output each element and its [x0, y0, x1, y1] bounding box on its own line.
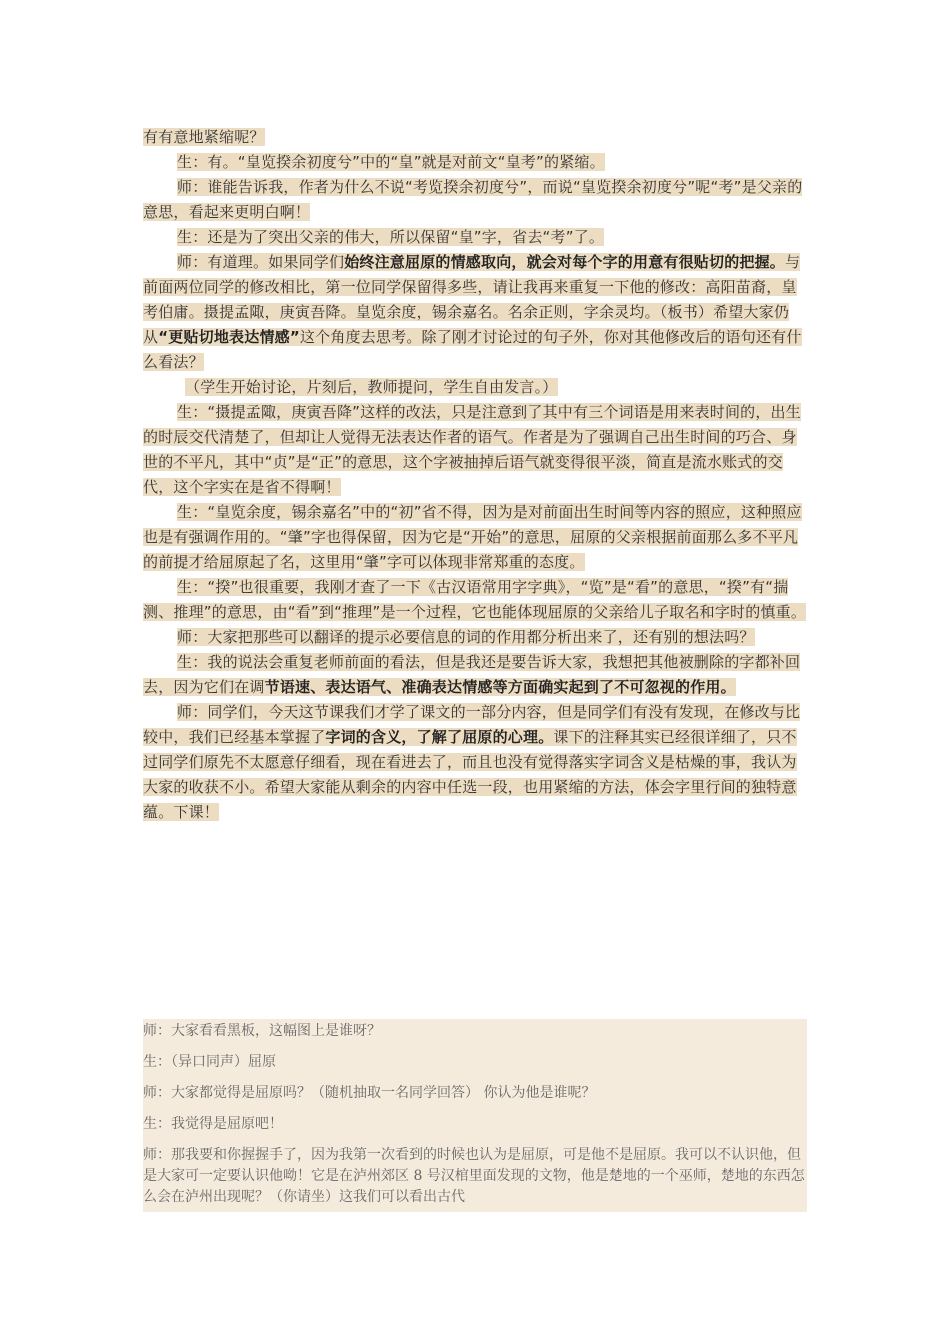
highlight-span: [143, 503, 802, 571]
dialogue-text: 生：“摄提孟陬，庚寅吾降”这样的改法，只是注意到了其中有三个词语是用来表时间的，出生的时辰交代清楚了，但却让人觉得无法表达作者的语气。作者是为了强调自己出生时间的巧合、身世的不平凡，其中“贞”是“正”的意思，这个字被抽掉后语气就变得很平淡，简直是流水账式的交代，这个字实在是省不得啊！: [143, 403, 801, 496]
dialogue-paragraph: [143, 575, 807, 625]
lesson-transcript-upper: [143, 125, 807, 825]
dialogue-paragraph: [143, 125, 807, 150]
highlight-span: [143, 653, 800, 696]
highlight-span: [143, 178, 802, 221]
dialogue-text: 生：有。“皇览揆余初度兮”中的“皇”就是对前文“皇考”的紧缩。: [177, 153, 605, 171]
dialogue-line: 师：大家看看黑板，这幅图上是谁呀？: [143, 1023, 381, 1039]
highlight-span: [185, 378, 558, 396]
dialogue-text: 生：还是为了突出父亲的伟大，所以保留“皇”字，省去“考”了。: [177, 228, 605, 246]
dialogue-paragraph: [143, 400, 807, 500]
dialogue-line: 师：大家都觉得是屈原吗？（随机抽取一名同学回答） 你认为他是谁呢？: [143, 1085, 596, 1101]
dialogue-paragraph: [143, 225, 807, 250]
dialogue-paragraph: [143, 250, 807, 375]
dialogue-text: 生：“揆”也很重要，我刚才查了一下《古汉语常用字字典》，“览”是“看”的意思，“揆”有“揣测、推理”的意思，由“看”到“推理”是一个过程，它也能体现屈原的父亲给儿子取名和字时的慎重。: [143, 578, 807, 621]
dialogue-paragraph: [143, 650, 807, 700]
highlight-span: [143, 578, 806, 621]
dialogue-text: （学生开始讨论，片刻后，教师提问，学生自由发言。）: [185, 378, 558, 396]
dialogue-text: 有有意地紧缩呢？: [143, 128, 265, 146]
dialogue-text: 这个角度去思考。除了刚才讨论过的句子外，你对其他修改后的语句还有什么看法？: [143, 328, 802, 371]
highlight-span: [143, 703, 800, 821]
dialogue-paragraph: [143, 375, 807, 400]
dialogue-line: 师：那我要和你握握手了，因为我第一次看到的时候也认为是屈原，可是他不是屈原。我可以不认识他，但是大家可一定要认识他呦！它是在泸州郊区 8 号汉棺里面发现的文物，他是楚地的一个巫师，楚地的东西怎么会在泸州出现呢？（你请坐）这我们可以看出古代: [143, 1147, 805, 1205]
highlighted-dialogue-block: [143, 125, 807, 825]
dialogue-text: 与前面两位同学的修改相比，第一位同学保留得多些，请让我再来重复一下他的修改：高阳苗裔，皇考伯庸。摄提孟陬，庚寅吾降。皇览余度，锡余嘉名。名余正则，字余灵均。（板书）希望大家仍从: [143, 253, 801, 346]
dialogue-paragraph: [143, 700, 807, 825]
dialogue-text: 师：大家把那些可以翻译的提示必要信息的词的作用都分析出来了，还有别的想法吗？: [177, 628, 755, 646]
highlight-span: [143, 403, 801, 496]
dialogue-text: 师：谁能告诉我，作者为什么不说“考览揆余初度兮”，而说“皇览揆余初度兮”呢“考”是父亲的意思，看起来更明白啊！: [143, 178, 803, 221]
dialogue-paragraph: [143, 150, 807, 175]
emphasis-text: “更贴切地表达情感”: [158, 328, 300, 346]
emphasis-text: 始终注意屈原的情感取向，就会对每个字的用意有很贴切的把握。: [344, 253, 786, 271]
dialogue-text: 课下的注释其实已经很详细了，只不过同学们原先不太愿意仔细看，现在看进去了，而且也没有觉得落实字词含义是枯燥的事，我认为大家的收获不小。希望大家能从剩余的内容中任选一段，也用紧缩的方法，体会字里行间的独特意蕴。下课！: [143, 728, 797, 821]
highlight-span: [177, 228, 604, 246]
dialogue-paragraph: [143, 625, 807, 650]
dialogue-text: 师：有道理。如果同学们: [177, 253, 345, 271]
emphasis-text: 节语速、表达语气、准确表达情感等方面确实起到了不可忽视的作用。: [264, 678, 736, 696]
dialogue-text: 生：“皇览余度，锡余嘉名”中的“初”省不得，因为是对前面出生时间等内容的照应，这种照应也是有强调作用的。“肇”字也得保留，因为它是“开始”的意思，屈原的父亲根据前面那么多不平凡的前提才给屈原起了名，这里用“肇”字可以体现非常郑重的态度。: [143, 503, 802, 571]
highlight-span: [143, 253, 802, 371]
dialogue-paragraph: [143, 500, 807, 575]
dialogue-line: 生：我觉得是屈原吧！: [143, 1116, 283, 1132]
emphasis-text: 字词的含义，了解了屈原的心理。: [325, 728, 554, 746]
dialogue-text: 生：我的说法会重复老师前面的看法，但是我还是要告诉大家，我想把其他被删除的字都补回去，因为它们在调: [143, 653, 801, 696]
dialogue-line: 生：（异口同声）屈原: [143, 1054, 276, 1070]
highlight-span: [177, 153, 605, 171]
lesson-transcript-lower: [143, 1019, 807, 1212]
highlight-span: [143, 128, 265, 146]
dialogue-paragraph: [143, 175, 807, 225]
highlight-span: [177, 628, 755, 646]
dialogue-text: 师：同学们，今天这节课我们才学了课文的一部分内容，但是同学们有没有发现，在修改与比较中，我们已经基本掌握了: [143, 703, 801, 746]
